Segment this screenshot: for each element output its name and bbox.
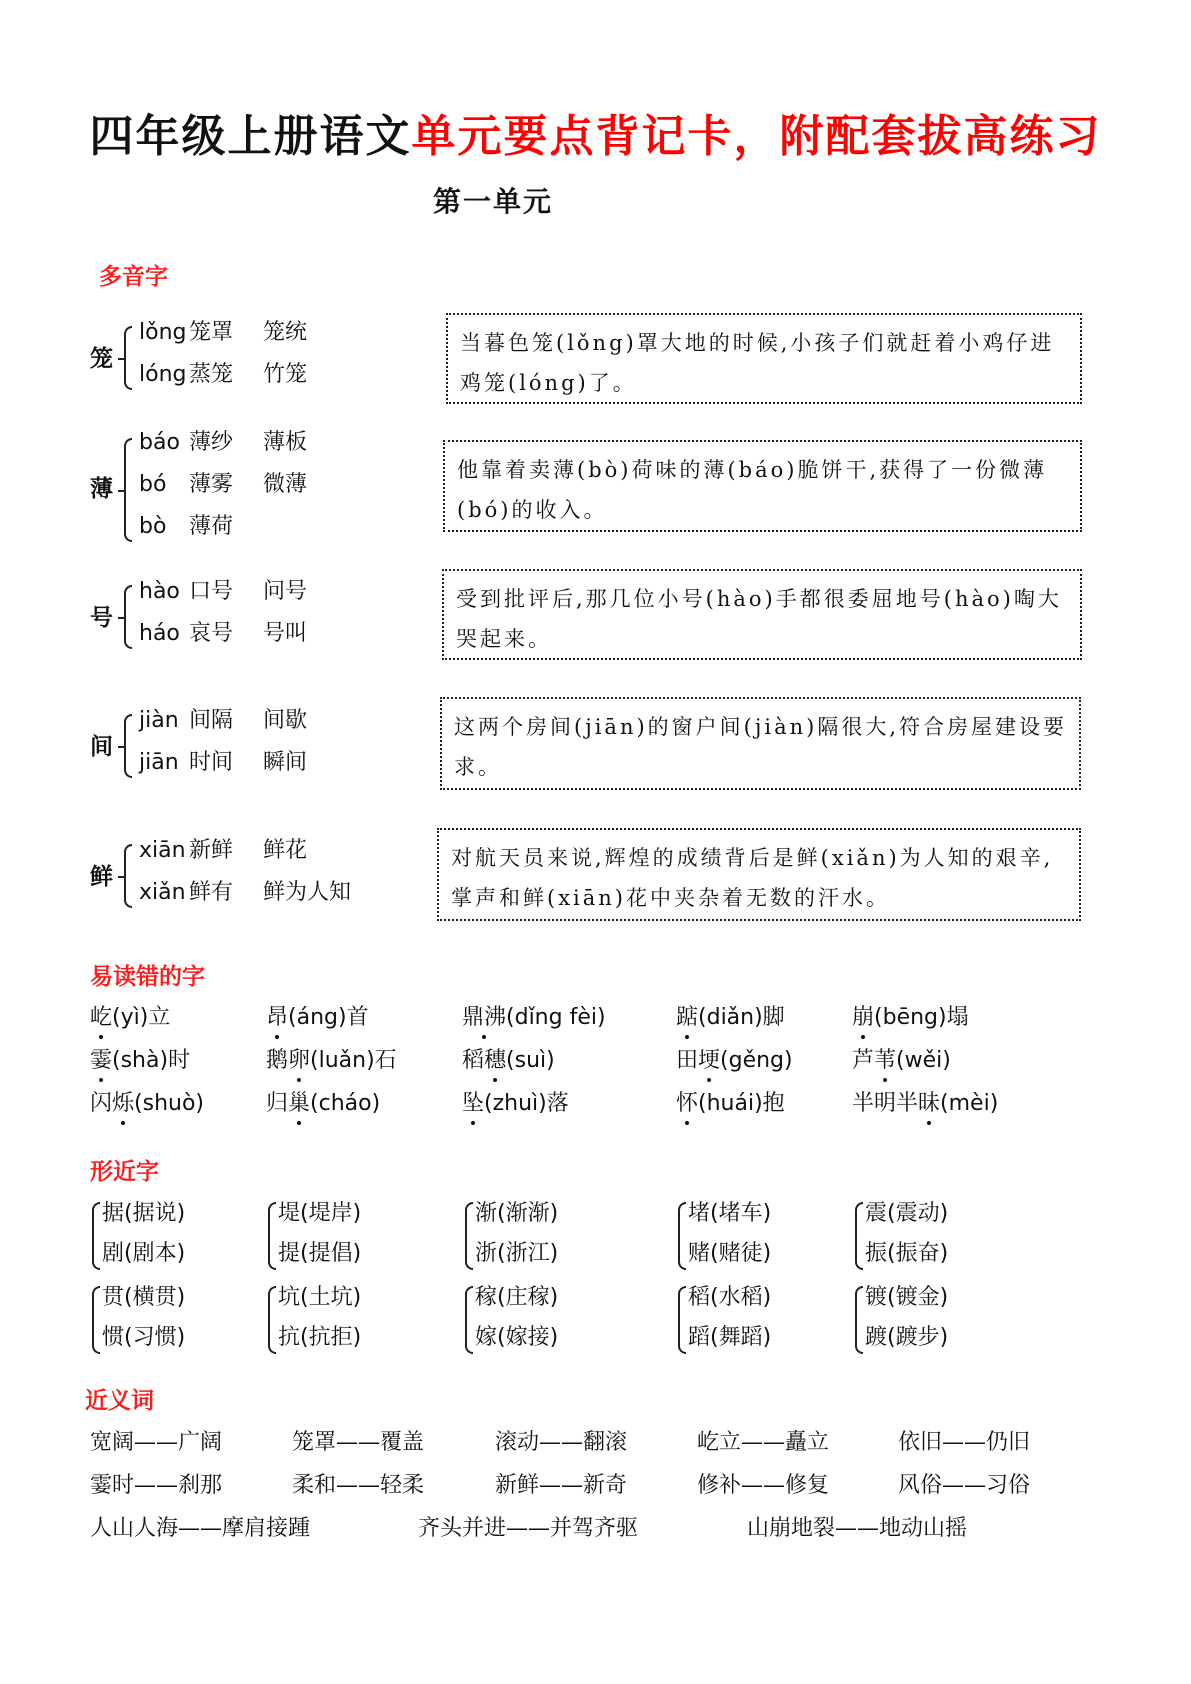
synonym-pair: 山崩地裂——地动山摇: [747, 1516, 968, 1541]
word: 笼统: [263, 320, 308, 345]
reading-row: [139, 836, 307, 866]
pinyin: báo: [139, 430, 180, 455]
reading-row: [139, 878, 351, 908]
brace: [124, 844, 132, 908]
synonym-pair: 新鲜——新奇: [495, 1473, 628, 1498]
synonym-pair: 霎时——刹那: [90, 1473, 223, 1498]
word: 瞬间: [263, 750, 308, 775]
polyphonic-char: 薄: [90, 476, 113, 502]
brace: [92, 1286, 100, 1354]
misread-item: 半明半昧(mèi): [852, 1086, 998, 1117]
word: 间歇: [263, 708, 308, 733]
pinyin: xiǎn: [139, 880, 186, 905]
reading-row: [139, 470, 307, 500]
synonym-pair: 人山人海——摩肩接踵: [90, 1516, 311, 1541]
misread-item: 芦苇(wěi): [852, 1043, 951, 1074]
pinyin: bò: [139, 514, 167, 539]
pinyin: háo: [139, 621, 180, 646]
reading-row: [139, 428, 307, 458]
brace: [124, 714, 132, 778]
misread-item: 坠(zhuì)落: [462, 1086, 569, 1117]
word: 时间: [189, 750, 234, 775]
misread-item: 田埂(gěng): [676, 1043, 793, 1074]
synonym-pair: 笼罩——覆盖: [292, 1430, 425, 1455]
misread-item: 怀(huái)抱: [676, 1086, 785, 1117]
polyphonic-char: 间: [90, 734, 113, 760]
word: 蒸笼: [189, 362, 234, 387]
synonym-pair: 依旧——仍旧: [898, 1430, 1031, 1455]
pinyin: bó: [139, 472, 167, 497]
brace: [465, 1202, 473, 1270]
reading-row: [139, 360, 307, 390]
reading-row: [139, 748, 307, 778]
brace: [268, 1286, 276, 1354]
word: 薄纱: [189, 430, 234, 455]
misread-item: 闪烁(shuò): [90, 1086, 204, 1117]
section-heading-similar: 形近字: [90, 1159, 159, 1185]
brace: [678, 1286, 686, 1354]
brace: [678, 1202, 686, 1270]
section-heading-misread: 易读错的字: [90, 964, 205, 990]
synonym-pair: 柔和——轻柔: [292, 1473, 425, 1498]
word: 竹笼: [263, 362, 308, 387]
section-heading-synonyms: 近义词: [85, 1388, 154, 1414]
word: 薄雾: [189, 472, 234, 497]
word: 新鲜: [189, 838, 234, 863]
example-sentence-box: 他靠着卖薄(bò)荷味的薄(báo)脆饼干,获得了一份微薄(bó)的收入。: [443, 440, 1082, 532]
pinyin: jiàn: [139, 708, 179, 733]
pinyin: hào: [139, 579, 180, 604]
reading-row: [139, 706, 307, 736]
pinyin: lǒng: [139, 320, 187, 345]
misread-item: 鼎沸(dǐng fèi): [462, 1000, 606, 1031]
brace: [855, 1202, 863, 1270]
word: 微薄: [263, 472, 308, 497]
misread-item: 崩(bēng)塌: [852, 1000, 969, 1031]
title-red-part: 单元要点背记卡，附配套拔高练习: [411, 111, 1102, 162]
misread-item: 鹅卵(luǎn)石: [266, 1043, 397, 1074]
brace: [855, 1286, 863, 1354]
misread-item: 稻穗(suì): [462, 1043, 555, 1074]
example-sentence-box: 当暮色笼(lǒng)罩大地的时候,小孩子们就赶着小鸡仔进鸡笼(lóng)了。: [446, 313, 1082, 404]
brace: [124, 438, 132, 542]
word: 薄荷: [189, 514, 234, 539]
synonym-pair: 宽阔——广阔: [90, 1430, 223, 1455]
misread-item: 屹(yì)立: [90, 1000, 170, 1031]
synonym-pair: 齐头并进——并驾齐驱: [418, 1516, 639, 1541]
brace: [92, 1202, 100, 1270]
synonym-pair: 屹立——矗立: [697, 1430, 830, 1455]
title-black-part: 四年级上册语文: [89, 111, 412, 162]
synonym-pair: 滚动——翻滚: [495, 1430, 628, 1455]
word: 鲜有: [189, 880, 234, 905]
word: 口号: [189, 579, 234, 604]
synonym-pair: 风俗——习俗: [898, 1473, 1031, 1498]
pinyin: lóng: [139, 362, 187, 387]
brace: [124, 326, 132, 390]
word: 笼罩: [189, 320, 234, 345]
pinyin: jiān: [139, 750, 179, 775]
pinyin: xiān: [139, 838, 186, 863]
word: 哀号: [189, 621, 234, 646]
misread-item: 归巢(cháo): [266, 1086, 380, 1117]
reading-row: [139, 619, 307, 649]
brace: [465, 1286, 473, 1354]
word: 薄板: [263, 430, 308, 455]
word: 问号: [263, 579, 308, 604]
misread-item: 踮(diǎn)脚: [676, 1000, 785, 1031]
synonym-pair: 修补——修复: [697, 1473, 830, 1498]
example-sentence-box: 受到批评后,那几位小号(hào)手都很委屈地号(hào)啕大哭起来。: [442, 569, 1082, 660]
example-sentence-box: 对航天员来说,辉煌的成绩背后是鲜(xiǎn)为人知的艰辛,掌声和鲜(xiān)花中夹杂着无数的汗水。: [437, 828, 1081, 921]
misread-item: 昂(áng)首: [266, 1000, 369, 1031]
word: 间隔: [189, 708, 234, 733]
word: 号叫: [263, 621, 308, 646]
reading-row: [139, 318, 307, 348]
polyphonic-char: 鲜: [90, 864, 113, 890]
word: 鲜花: [263, 838, 308, 863]
example-sentence-box: 这两个房间(jiān)的窗户间(jiàn)隔很大,符合房屋建设要求。: [440, 697, 1081, 790]
misread-item: 霎(shà)时: [90, 1043, 190, 1074]
document-title: [0, 100, 1191, 164]
word: 鲜为人知: [263, 880, 352, 905]
polyphonic-char: 笼: [90, 346, 113, 372]
polyphonic-char: 号: [90, 605, 113, 631]
section-heading-polyphonic: 多音字: [99, 264, 168, 290]
unit-heading: 第一单元: [433, 185, 554, 218]
brace: [124, 585, 132, 649]
reading-row: [139, 512, 263, 542]
reading-row: [139, 577, 307, 607]
brace: [268, 1202, 276, 1270]
